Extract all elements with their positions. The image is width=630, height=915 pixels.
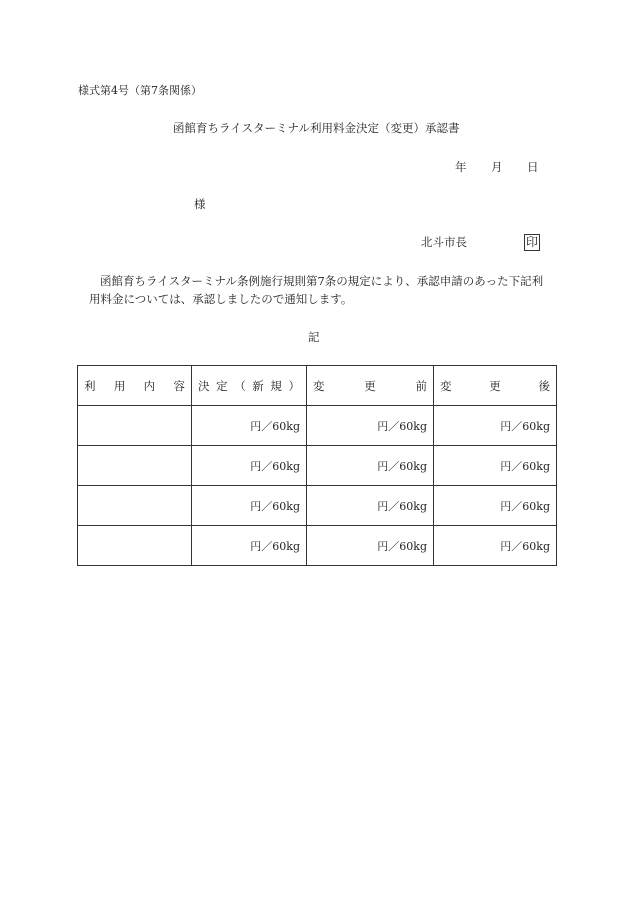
document-title: 函館育ちライスターミナル利用料金決定（変更）承認書	[173, 121, 460, 135]
cell-before-change: 円／60kg	[307, 406, 434, 446]
cell-after-change: 円／60kg	[434, 486, 557, 526]
cell-decided: 円／60kg	[192, 406, 307, 446]
table-row	[78, 486, 557, 526]
cell-decided: 円／60kg	[192, 526, 307, 566]
cell-purpose	[78, 446, 192, 486]
notice-body-line: 函館育ちライスターミナル条例施行規則第7条の規定により、承認申請のあった下記利	[100, 274, 544, 288]
note-heading: 記	[308, 330, 320, 344]
cell-after-change: 円／60kg	[434, 406, 557, 446]
fee-table	[77, 365, 557, 566]
cell-decided: 円／60kg	[192, 446, 307, 486]
date-day-label: 日	[527, 160, 539, 174]
cell-purpose	[78, 406, 192, 446]
header-before-change: 変更前	[307, 366, 434, 406]
addressee-suffix: 様	[194, 197, 206, 211]
cell-purpose	[78, 526, 192, 566]
table-row	[78, 406, 557, 446]
cell-decided: 円／60kg	[192, 486, 307, 526]
header-decided: 決定（新規）	[192, 366, 307, 406]
seal-mark: 印	[525, 235, 538, 249]
header-purpose: 利用内容	[78, 366, 192, 406]
table-row	[78, 446, 557, 486]
table-header-row	[78, 366, 557, 406]
date-month-label: 月	[491, 160, 503, 174]
table-row	[78, 526, 557, 566]
cell-before-change: 円／60kg	[307, 446, 434, 486]
cell-purpose	[78, 486, 192, 526]
cell-before-change: 円／60kg	[307, 526, 434, 566]
cell-before-change: 円／60kg	[307, 486, 434, 526]
cell-after-change: 円／60kg	[434, 446, 557, 486]
date-year-label: 年	[455, 160, 467, 174]
notice-body-line: 用料金については、承認しましたので通知します。	[89, 292, 353, 306]
form-number: 様式第4号（第7条関係）	[78, 84, 202, 97]
cell-after-change: 円／60kg	[434, 526, 557, 566]
issuer-name: 北斗市長	[421, 235, 467, 249]
header-after-change: 変更後	[434, 366, 557, 406]
